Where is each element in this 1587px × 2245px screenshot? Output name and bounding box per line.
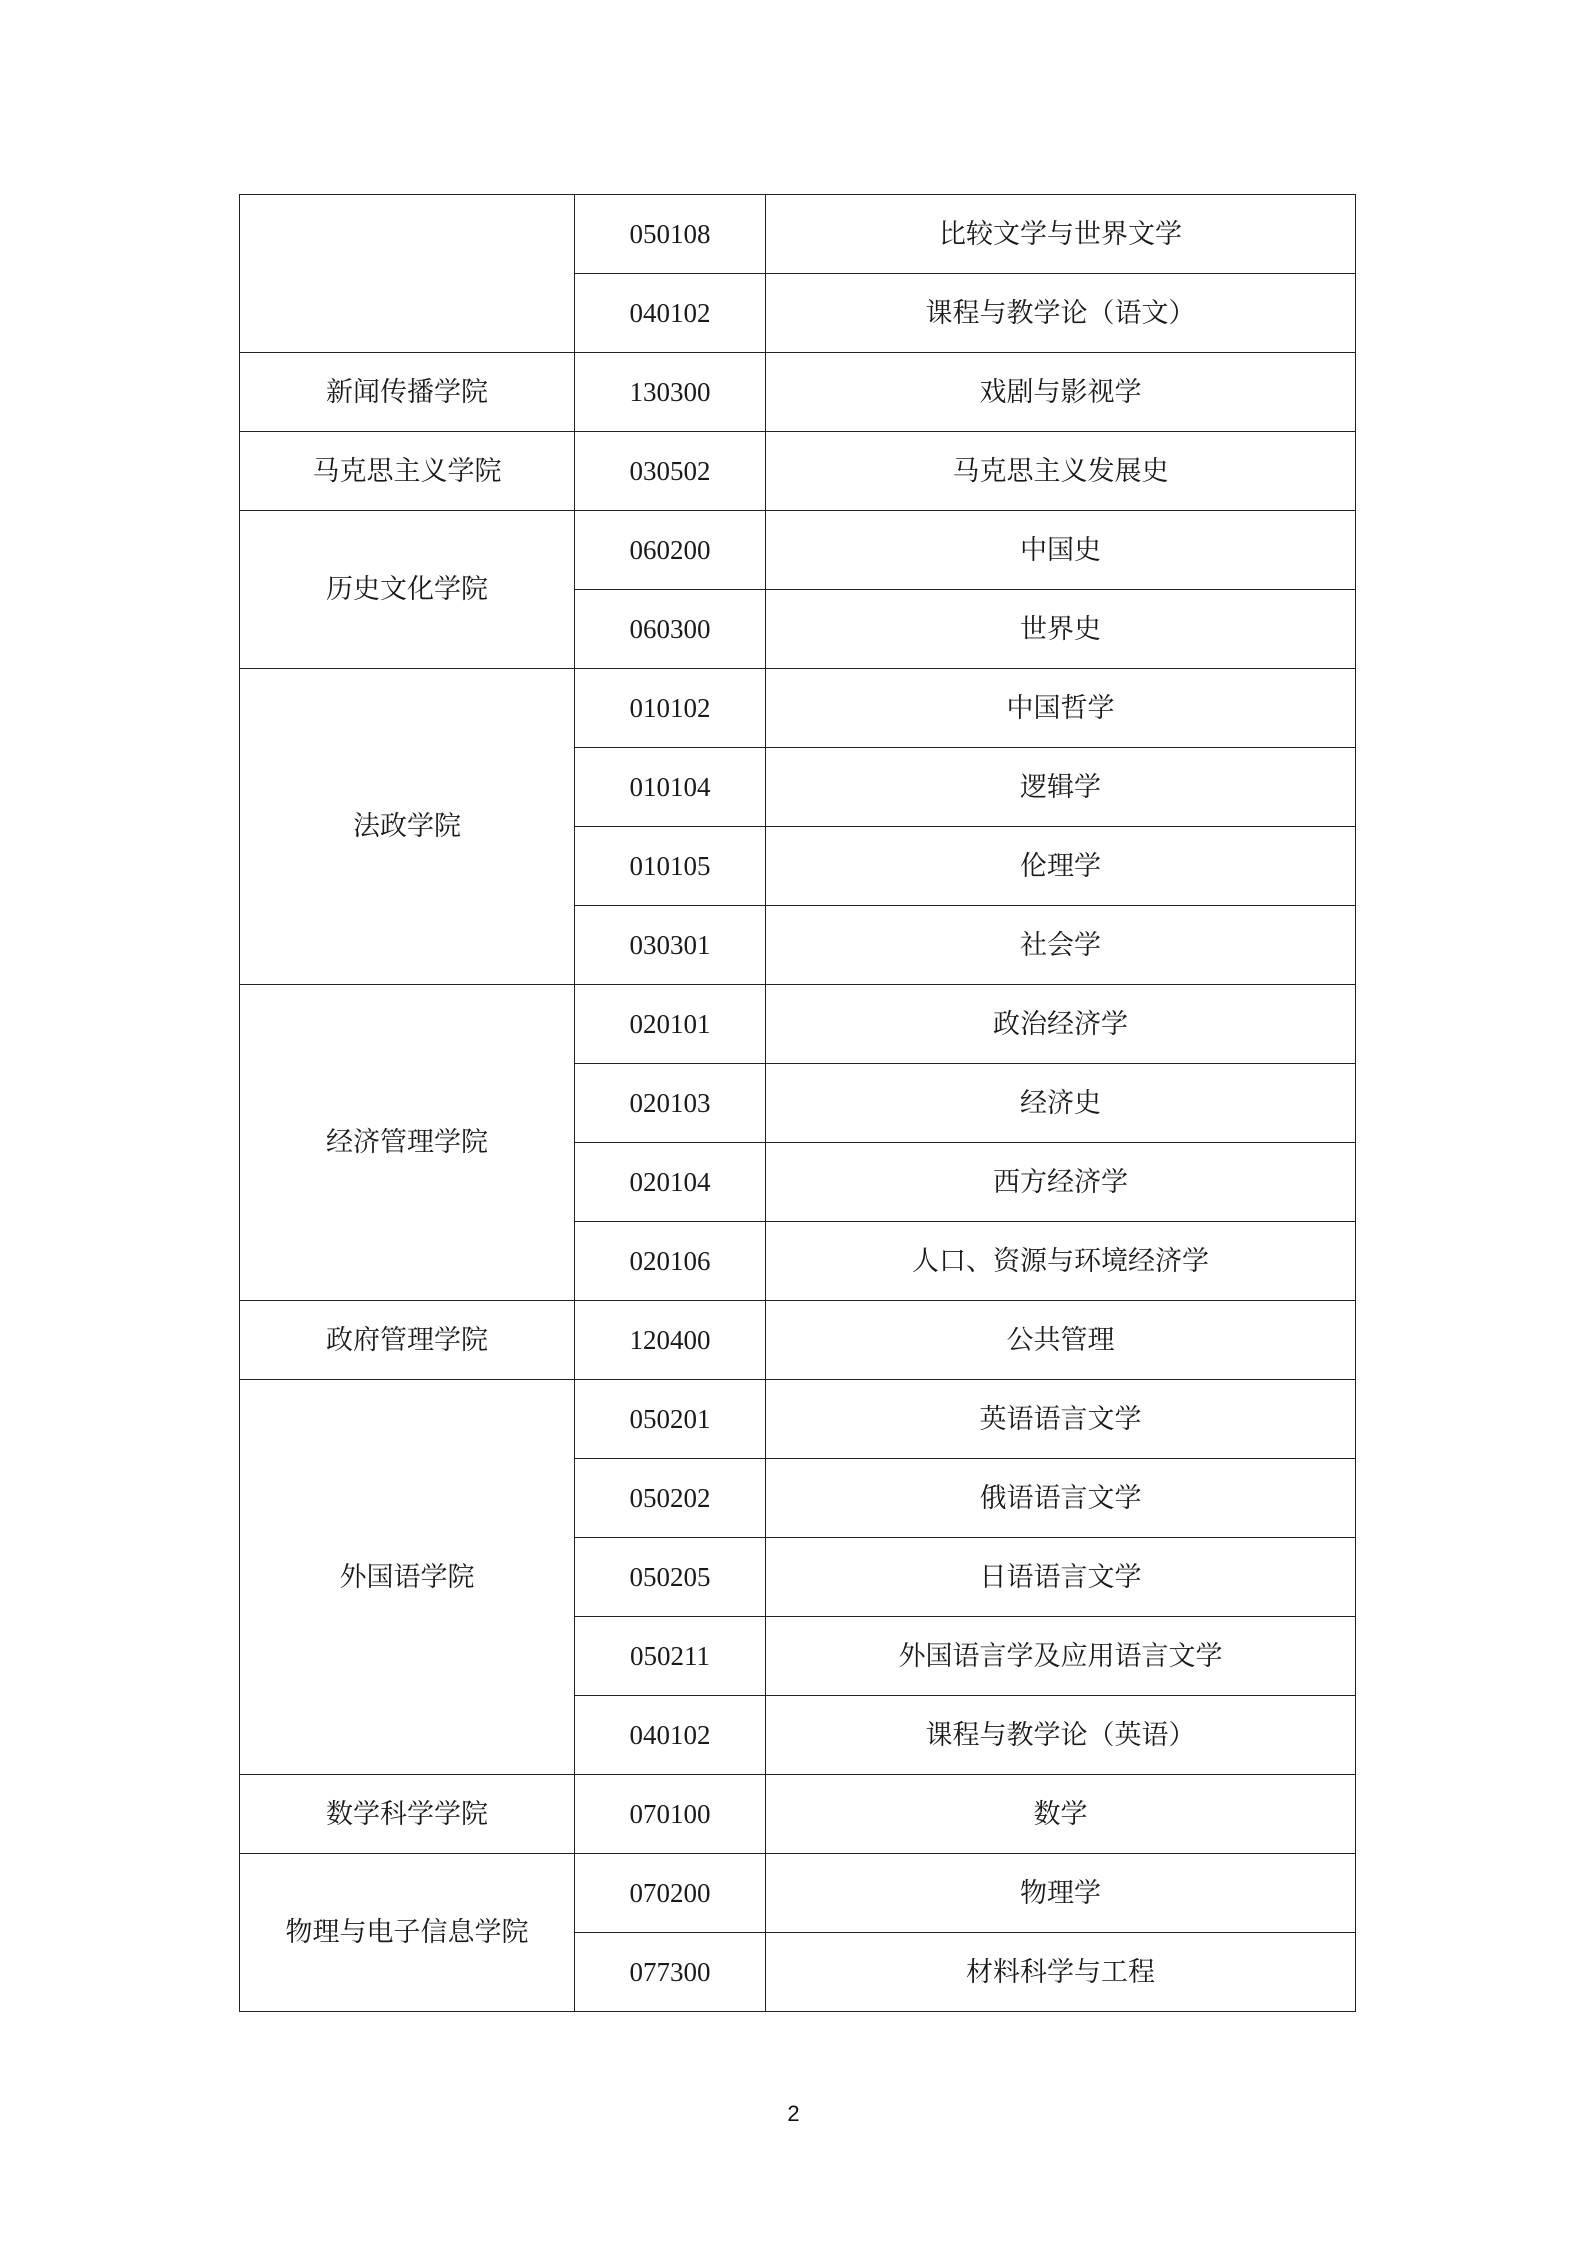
program-code-cell: 020106 <box>575 1222 766 1301</box>
program-code-cell: 020104 <box>575 1143 766 1222</box>
program-name-cell: 伦理学 <box>766 827 1356 906</box>
program-code-cell: 077300 <box>575 1933 766 2012</box>
program-name-cell: 中国哲学 <box>766 669 1356 748</box>
school-cell: 马克思主义学院 <box>240 432 575 511</box>
table-row <box>240 432 1356 511</box>
table-row <box>240 195 1356 274</box>
school-cell: 数学科学学院 <box>240 1775 575 1854</box>
program-code-cell: 020103 <box>575 1064 766 1143</box>
school-cell: 政府管理学院 <box>240 1301 575 1380</box>
program-name-cell: 人口、资源与环境经济学 <box>766 1222 1356 1301</box>
program-code-cell: 050205 <box>575 1538 766 1617</box>
program-code-cell: 050201 <box>575 1380 766 1459</box>
program-code-cell: 030301 <box>575 906 766 985</box>
program-name-cell: 英语语言文学 <box>766 1380 1356 1459</box>
school-cell: 外国语学院 <box>240 1380 575 1775</box>
program-name-cell: 中国史 <box>766 511 1356 590</box>
program-code-cell: 010104 <box>575 748 766 827</box>
program-code-cell: 070200 <box>575 1854 766 1933</box>
program-name-cell: 政治经济学 <box>766 985 1356 1064</box>
program-code-cell: 060200 <box>575 511 766 590</box>
program-name-cell: 世界史 <box>766 590 1356 669</box>
program-table-body <box>240 195 1356 2012</box>
program-code-cell: 040102 <box>575 274 766 353</box>
program-name-cell: 马克思主义发展史 <box>766 432 1356 511</box>
program-code-cell: 070100 <box>575 1775 766 1854</box>
table-row <box>240 1854 1356 1933</box>
program-name-cell: 经济史 <box>766 1064 1356 1143</box>
program-name-cell: 俄语语言文学 <box>766 1459 1356 1538</box>
program-code-cell: 030502 <box>575 432 766 511</box>
table-row <box>240 353 1356 432</box>
program-code-cell: 060300 <box>575 590 766 669</box>
program-code-cell: 050108 <box>575 195 766 274</box>
school-cell <box>240 195 575 353</box>
program-name-cell: 公共管理 <box>766 1301 1356 1380</box>
program-name-cell: 课程与教学论（语文） <box>766 274 1356 353</box>
school-cell: 历史文化学院 <box>240 511 575 669</box>
table-row <box>240 511 1356 590</box>
school-cell: 新闻传播学院 <box>240 353 575 432</box>
program-name-cell: 戏剧与影视学 <box>766 353 1356 432</box>
program-code-cell: 130300 <box>575 353 766 432</box>
table-row <box>240 669 1356 748</box>
program-code-cell: 120400 <box>575 1301 766 1380</box>
program-table <box>239 194 1356 2012</box>
program-name-cell: 数学 <box>766 1775 1356 1854</box>
program-code-cell: 010105 <box>575 827 766 906</box>
program-code-cell: 040102 <box>575 1696 766 1775</box>
program-name-cell: 课程与教学论（英语） <box>766 1696 1356 1775</box>
program-name-cell: 西方经济学 <box>766 1143 1356 1222</box>
program-name-cell: 比较文学与世界文学 <box>766 195 1356 274</box>
program-name-cell: 物理学 <box>766 1854 1356 1933</box>
program-name-cell: 日语语言文学 <box>766 1538 1356 1617</box>
program-name-cell: 逻辑学 <box>766 748 1356 827</box>
school-cell: 法政学院 <box>240 669 575 985</box>
program-code-cell: 020101 <box>575 985 766 1064</box>
program-name-cell: 社会学 <box>766 906 1356 985</box>
table-row <box>240 985 1356 1064</box>
program-code-cell: 010102 <box>575 669 766 748</box>
program-code-cell: 050202 <box>575 1459 766 1538</box>
page-number: 2 <box>787 2101 800 2126</box>
school-cell: 物理与电子信息学院 <box>240 1854 575 2012</box>
table-row <box>240 1301 1356 1380</box>
school-cell: 经济管理学院 <box>240 985 575 1301</box>
program-name-cell: 材料科学与工程 <box>766 1933 1356 2012</box>
program-code-cell: 050211 <box>575 1617 766 1696</box>
table-row <box>240 1380 1356 1459</box>
program-name-cell: 外国语言学及应用语言文学 <box>766 1617 1356 1696</box>
table-row <box>240 1775 1356 1854</box>
